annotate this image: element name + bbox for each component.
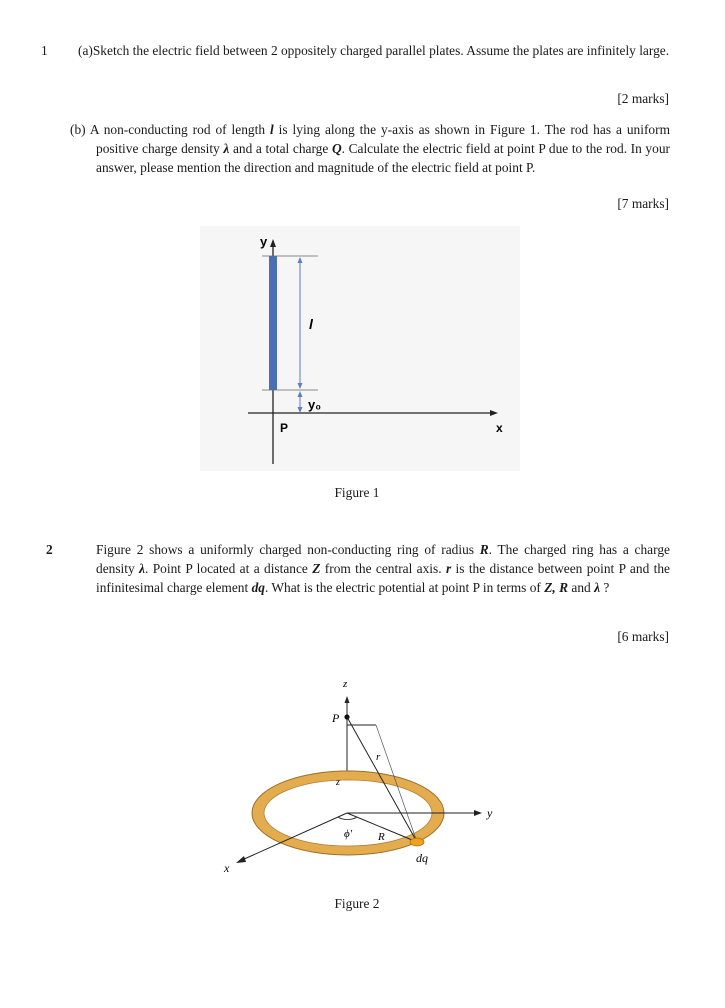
question-1b-text [70, 120, 670, 177]
figure-2-x-arrowhead [236, 856, 246, 863]
question-2-seg-8: is the distance between point P and the infinitesimal charge element [96, 561, 670, 595]
question-2-seg-0: Figure 2 shows a uniformly charged non-conducting ring of radius [96, 542, 480, 557]
question-2-text [96, 540, 670, 597]
question-1b-seg-0: A non-conducting rod of length [89, 122, 270, 137]
question-1a-text [78, 41, 670, 60]
symbol-q: Q [331, 141, 342, 156]
figure-1-length-label: l [309, 316, 313, 332]
figure-2-z-label: z [336, 777, 340, 788]
figure-2-x-label: x [224, 861, 230, 875]
figure-2-charge-element [410, 838, 424, 846]
symbol-z-r: Z, R [544, 580, 569, 595]
figure-1-point-p: P [280, 421, 289, 435]
question-1b-seg-6: . Calculate the electric field at point P due to the rod. In your answer, please mention the direction and magnitude of the electric field at point P. [96, 141, 670, 175]
symbol-lambda: λ [223, 141, 230, 156]
figure-1-caption: Figure 1 [334, 485, 380, 500]
figure-1-x-label: x [496, 421, 503, 435]
figure-2-caption: Figure 2 [334, 896, 380, 911]
question-2-seg-10: . What is the electric potential at point P in terms of [264, 580, 545, 595]
symbol-dq: dq [251, 580, 265, 595]
question-2-seg-2: . The charged ring has a charge density [96, 542, 670, 576]
question-1-number: 1 [41, 43, 48, 58]
figure-2-phi-label: ϕ' [344, 828, 353, 840]
question-2-seg-12: and [568, 580, 595, 595]
question-1b-label: (b) [70, 122, 86, 137]
question-1a-marks: [2 marks] [617, 91, 669, 106]
figure-2-y-arrowhead [474, 810, 482, 816]
question-1a-body: (a)Sketch the electric field between 2 oppositely charged parallel plates. Assume the plates are infinitely large. [78, 43, 670, 58]
symbol-lambda: λ [139, 561, 145, 576]
symbol-lambda-2: λ [594, 580, 601, 595]
symbol-r-radius: R [479, 542, 489, 557]
figure-2-dq-label: dq [416, 851, 428, 865]
figure-1-offset-label: y₀ [308, 397, 322, 412]
figure-2-z-arrowhead [345, 696, 350, 703]
figure-2-diagram [210, 670, 510, 885]
figure-2-y-label: y [487, 806, 493, 820]
question-2-seg-14: ? [600, 580, 610, 595]
question-1b-seg-2: is lying along the y-axis as shown in Figure 1. The rod has a uniform positive charge density [96, 122, 670, 156]
figure-2-point-label: P [332, 711, 340, 725]
symbol-l: l [269, 122, 274, 137]
figure-1-rod [269, 256, 277, 390]
question-2-number: 2 [46, 542, 53, 557]
figure-1-background [200, 226, 520, 471]
figure-2-r-label: r [376, 751, 381, 763]
question-2-seg-4: . Point P located at a distance [145, 561, 313, 576]
symbol-z: Z [312, 561, 321, 576]
figure-1 [200, 226, 520, 471]
question-1b-seg-4: and a total charge [229, 141, 332, 156]
symbol-r-distance: r [445, 561, 452, 576]
figure-1-y-label: y [260, 234, 268, 249]
figure-2-z-axis-label: z [343, 678, 348, 690]
figure-2-radius-label: R [378, 831, 385, 843]
figure-2 [210, 670, 510, 885]
question-1b-marks: [7 marks] [617, 196, 669, 211]
figure-1-diagram [200, 226, 520, 471]
question-2-seg-6: from the central axis. [320, 561, 446, 576]
question-2-marks: [6 marks] [617, 629, 669, 644]
